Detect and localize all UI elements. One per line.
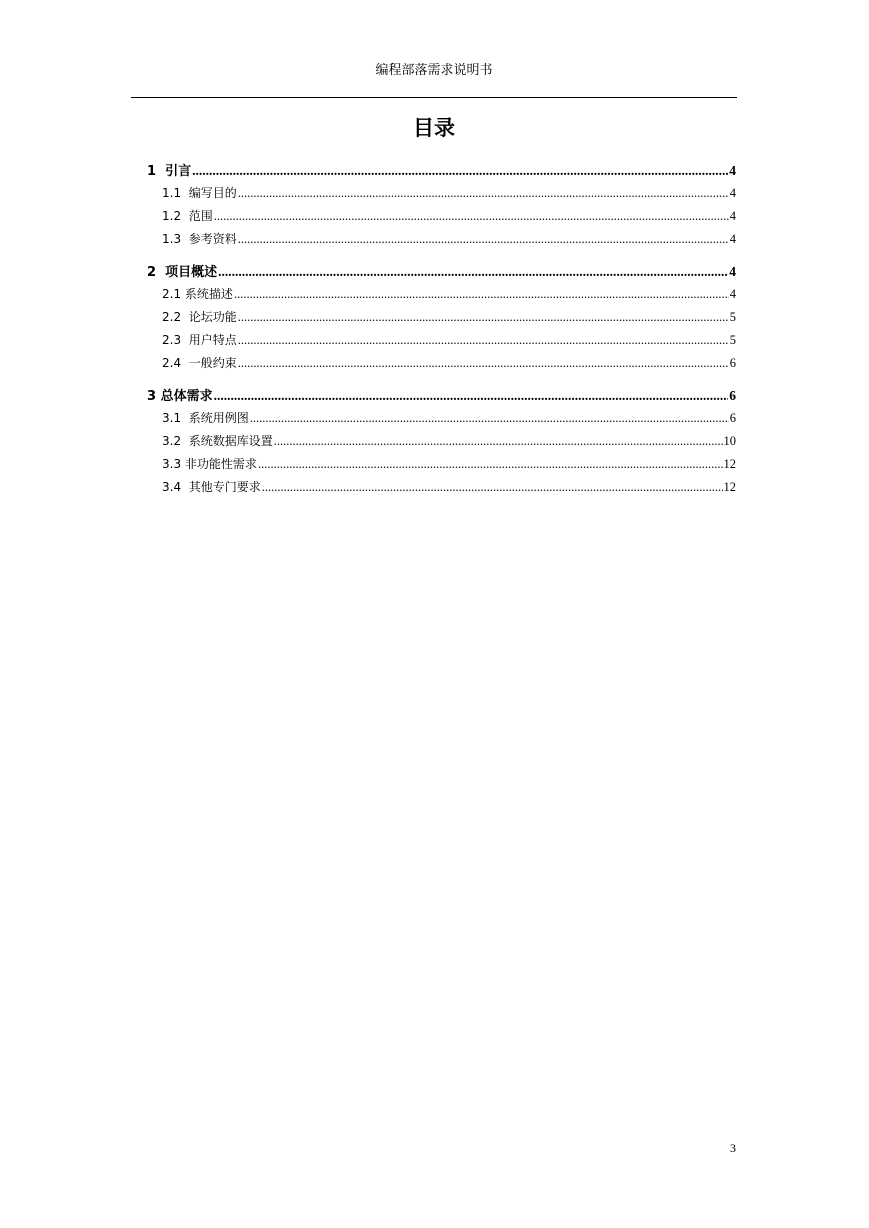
toc-entry-number: 2.2	[162, 310, 182, 324]
toc-entry-title: 论坛功能	[188, 310, 237, 324]
toc-dot-leader	[250, 407, 729, 430]
toc-entry-label	[162, 205, 213, 228]
toc-entry-2-3[interactable]	[147, 329, 736, 352]
toc-entry-page: 6	[729, 356, 736, 370]
toc-dot-leader	[258, 453, 723, 476]
toc-entry-1-3[interactable]	[147, 228, 736, 251]
toc-dot-leader	[192, 159, 728, 182]
toc-entry-3-3[interactable]	[147, 453, 736, 476]
toc-entry-number: 2.4	[162, 356, 182, 370]
page-header	[131, 60, 737, 96]
table-of-contents	[147, 159, 736, 499]
toc-entry-page: 4	[729, 287, 736, 301]
toc-dot-leader	[214, 205, 729, 228]
toc-entry-3-1[interactable]	[147, 407, 736, 430]
toc-entry-title: 一般约束	[188, 356, 237, 370]
toc-entry-page: 6	[729, 411, 736, 425]
toc-entry-number: 3	[147, 389, 157, 404]
toc-entry-1[interactable]	[147, 159, 736, 182]
toc-entry-page: 12	[723, 457, 736, 471]
toc-entry-page: 4	[729, 186, 736, 200]
toc-entry-1-2[interactable]	[147, 205, 736, 228]
toc-entry-page: 10	[723, 434, 736, 448]
toc-entry-label	[162, 228, 237, 251]
toc-entry-number: 2.3	[162, 333, 182, 347]
toc-entry-number: 3.4	[162, 480, 182, 494]
header-divider	[131, 97, 737, 98]
toc-title: 目录	[413, 116, 455, 140]
toc-entry-title: 非功能性需求	[184, 457, 257, 471]
toc-entry-page: 12	[723, 480, 736, 494]
toc-entry-title: 项目概述	[165, 265, 218, 280]
toc-entry-number: 2.1	[162, 287, 182, 301]
toc-entry-label	[147, 385, 213, 407]
toc-entry-number: 1.1	[162, 186, 182, 200]
toc-entry-label	[162, 306, 237, 329]
toc-dot-leader	[234, 283, 729, 306]
toc-entry-title: 引言	[165, 164, 192, 179]
toc-entry-label	[162, 182, 237, 205]
toc-dot-leader	[214, 384, 729, 407]
toc-entry-label	[147, 160, 191, 182]
toc-entry-2-1[interactable]	[147, 283, 736, 306]
toc-dot-leader	[218, 260, 728, 283]
toc-entry-number: 3.1	[162, 411, 182, 425]
toc-entry-title: 系统描述	[184, 287, 233, 301]
toc-entry-page: 4	[729, 209, 736, 223]
toc-entry-label	[162, 352, 237, 375]
toc-dot-leader	[238, 352, 729, 375]
toc-entry-label	[162, 283, 233, 306]
page-number: 3	[730, 1141, 736, 1155]
document-title: 编程部落需求说明书	[375, 63, 493, 78]
toc-entry-label	[162, 476, 261, 499]
toc-entry-label	[147, 261, 217, 283]
toc-dot-leader	[238, 228, 729, 251]
toc-entry-page: 4	[729, 232, 736, 246]
toc-entry-title: 系统用例图	[188, 411, 249, 425]
toc-dot-leader	[262, 476, 723, 499]
toc-entry-title: 总体需求	[160, 389, 213, 404]
toc-dot-leader	[238, 306, 729, 329]
toc-entry-number: 1	[147, 164, 157, 179]
toc-entry-3[interactable]	[147, 384, 736, 407]
toc-entry-number: 3.2	[162, 434, 182, 448]
toc-entry-2-4[interactable]	[147, 352, 736, 375]
toc-entry-3-4[interactable]	[147, 476, 736, 499]
toc-entry-2-2[interactable]	[147, 306, 736, 329]
toc-entry-3-2[interactable]	[147, 430, 736, 453]
toc-dot-leader	[238, 182, 729, 205]
toc-entry-title: 范围	[188, 209, 213, 223]
toc-entry-label	[162, 329, 237, 352]
toc-entry-page: 5	[729, 310, 736, 324]
toc-entry-number: 3.3	[162, 457, 182, 471]
toc-entry-number: 1.3	[162, 232, 182, 246]
toc-entry-label	[162, 453, 257, 476]
toc-entry-title: 其他专门要求	[188, 480, 261, 494]
toc-entry-title: 用户特点	[188, 333, 237, 347]
toc-entry-title: 参考资料	[188, 232, 237, 246]
toc-entry-page: 4	[729, 163, 736, 178]
toc-entry-page: 6	[729, 388, 736, 403]
toc-dot-leader	[238, 329, 729, 352]
toc-entry-page: 5	[729, 333, 736, 347]
toc-dot-leader	[274, 430, 723, 453]
toc-entry-number: 1.2	[162, 209, 182, 223]
toc-entry-label	[162, 407, 249, 430]
toc-entry-2[interactable]	[147, 260, 736, 283]
toc-entry-title: 系统数据库设置	[188, 434, 273, 448]
toc-entry-number: 2	[147, 265, 157, 280]
toc-entry-label	[162, 430, 273, 453]
toc-entry-title: 编写目的	[188, 186, 237, 200]
toc-entry-page: 4	[729, 264, 736, 279]
toc-entry-1-1[interactable]	[147, 182, 736, 205]
